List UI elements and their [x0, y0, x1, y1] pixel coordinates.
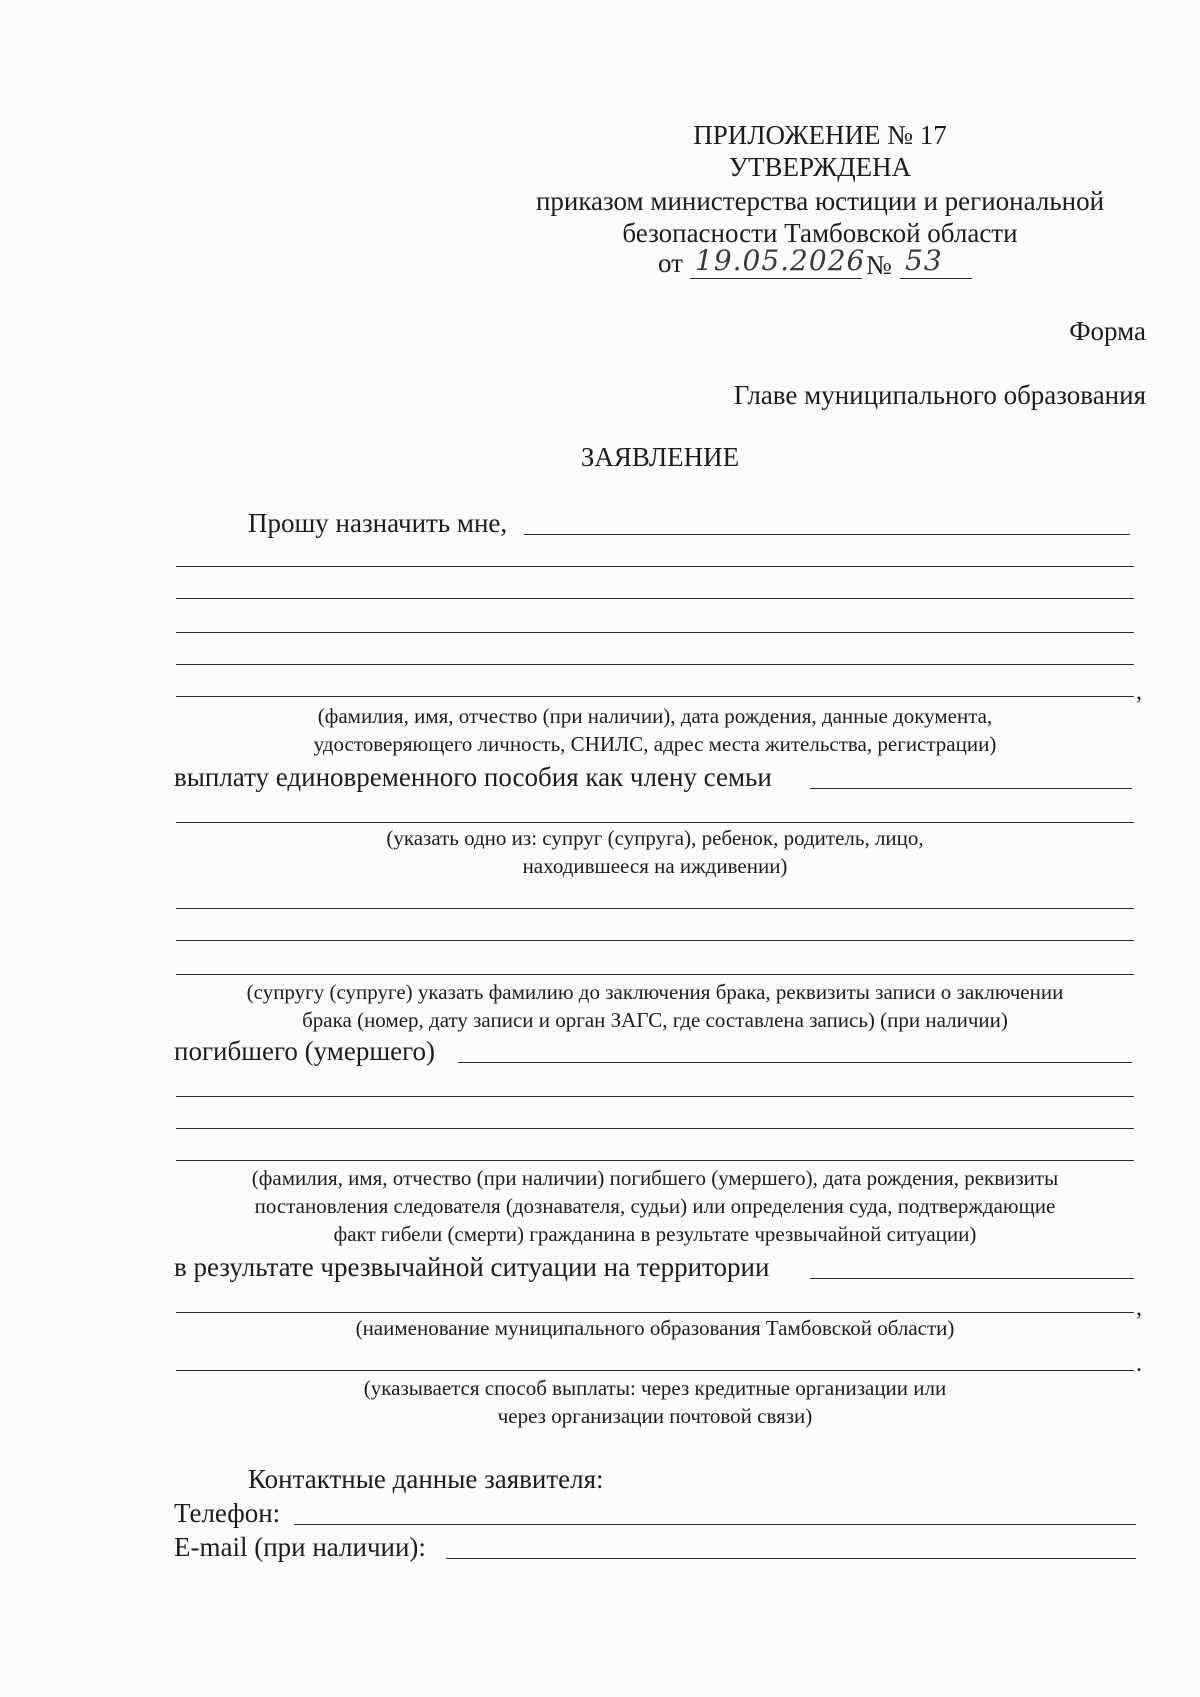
applicant-field-line-3[interactable]	[176, 598, 1134, 599]
request-lead-text: Прошу назначить мне,	[248, 508, 508, 538]
order-line-2: безопасности Тамбовской области	[622, 218, 1018, 248]
approved-label: УТВЕРЖДЕНА	[728, 152, 912, 182]
comma-mark: ,	[1136, 679, 1142, 705]
territory-hint: (наименование муниципального образования Тамбовской области)	[355, 1316, 955, 1340]
method-hint-line-1: (указывается способ выплаты: через кредитные организации или	[363, 1376, 947, 1400]
deceased-lead-text: погибшего (умершего)	[174, 1036, 436, 1066]
applicant-field-line-4[interactable]	[176, 632, 1134, 633]
addressee: Главе муниципального образования	[733, 380, 1146, 410]
territory-field-line-1[interactable]	[810, 1278, 1134, 1279]
territory-lead-text: в результате чрезвычайной ситуации на территории	[174, 1252, 770, 1282]
appendix-number: ПРИЛОЖЕНИЕ № 17	[693, 120, 947, 150]
applicant-field-line-6[interactable]	[176, 696, 1134, 697]
email-label: E-mail (при наличии):	[174, 1532, 426, 1562]
deceased-hint-line-3: факт гибели (смерти) гражданина в результате чрезвычайной ситуации)	[333, 1222, 977, 1246]
date-from-label: от	[658, 248, 683, 278]
phone-label: Телефон:	[174, 1498, 281, 1528]
applicant-hint-line-1: (фамилия, имя, отчество (при наличии), дата рождения, данные документа,	[317, 704, 993, 728]
order-date-handwritten: 19.05.2026	[695, 244, 866, 277]
spouse-field-line-2[interactable]	[176, 940, 1134, 941]
comma-mark: ,	[1136, 1295, 1142, 1321]
deceased-hint-line-2: постановления следователя (дознавателя, судьи) или определения суда, подтверждающие	[254, 1194, 1056, 1218]
relation-hint-line-1: (указать одно из: супруг (супруга), ребенок, родитель, лицо,	[386, 826, 924, 850]
email-field-line[interactable]	[446, 1558, 1136, 1559]
payment-lead-text: выплату единовременного пособия как члену семьи	[174, 762, 772, 792]
deceased-field-line-2[interactable]	[176, 1096, 1134, 1097]
spouse-field-line-3[interactable]	[176, 974, 1134, 975]
deceased-field-line-1[interactable]	[458, 1062, 1132, 1063]
spouse-hint-line-2: брака (номер, дату записи и орган ЗАГС, где составлена запись) (при наличии)	[302, 1008, 1008, 1032]
spouse-field-line-1[interactable]	[176, 908, 1134, 909]
deceased-field-line-4[interactable]	[176, 1160, 1134, 1161]
spouse-hint-line-1: (супругу (супруге) указать фамилию до заключения брака, реквизиты записи о заключении	[246, 980, 1064, 1004]
method-hint-line-2: через организации почтовой связи)	[497, 1404, 813, 1428]
order-line-1: приказом министерства юстиции и региональной	[535, 186, 1105, 216]
territory-field-line-2[interactable]	[176, 1312, 1134, 1313]
deceased-field-line-3[interactable]	[176, 1128, 1134, 1129]
applicant-field-line-1[interactable]	[524, 534, 1130, 535]
phone-field-line[interactable]	[294, 1524, 1136, 1525]
order-number-handwritten: 53	[905, 244, 943, 277]
relation-hint-line-2: находившееся на иждивении)	[522, 854, 788, 878]
order-date-line	[690, 278, 862, 279]
order-number-label: №	[866, 250, 892, 280]
applicant-hint-line-2: удостоверяющего личность, СНИЛС, адрес места жительства, регистрации)	[313, 732, 997, 756]
applicant-field-line-5[interactable]	[176, 664, 1134, 665]
form-label: Форма	[1069, 316, 1146, 346]
relation-field-line-2[interactable]	[176, 822, 1134, 823]
payment-method-field-line[interactable]	[176, 1370, 1134, 1371]
applicant-field-line-2[interactable]	[176, 566, 1134, 567]
order-number-line	[900, 278, 972, 279]
contacts-heading: Контактные данные заявителя:	[248, 1464, 604, 1494]
deceased-hint-line-1: (фамилия, имя, отчество (при наличии) погибшего (умершего), дата рождения, реквизиты	[251, 1166, 1059, 1190]
relation-field-line-1[interactable]	[810, 788, 1132, 789]
period-mark: .	[1136, 1351, 1142, 1377]
document-title: ЗАЯВЛЕНИЕ	[580, 442, 740, 472]
